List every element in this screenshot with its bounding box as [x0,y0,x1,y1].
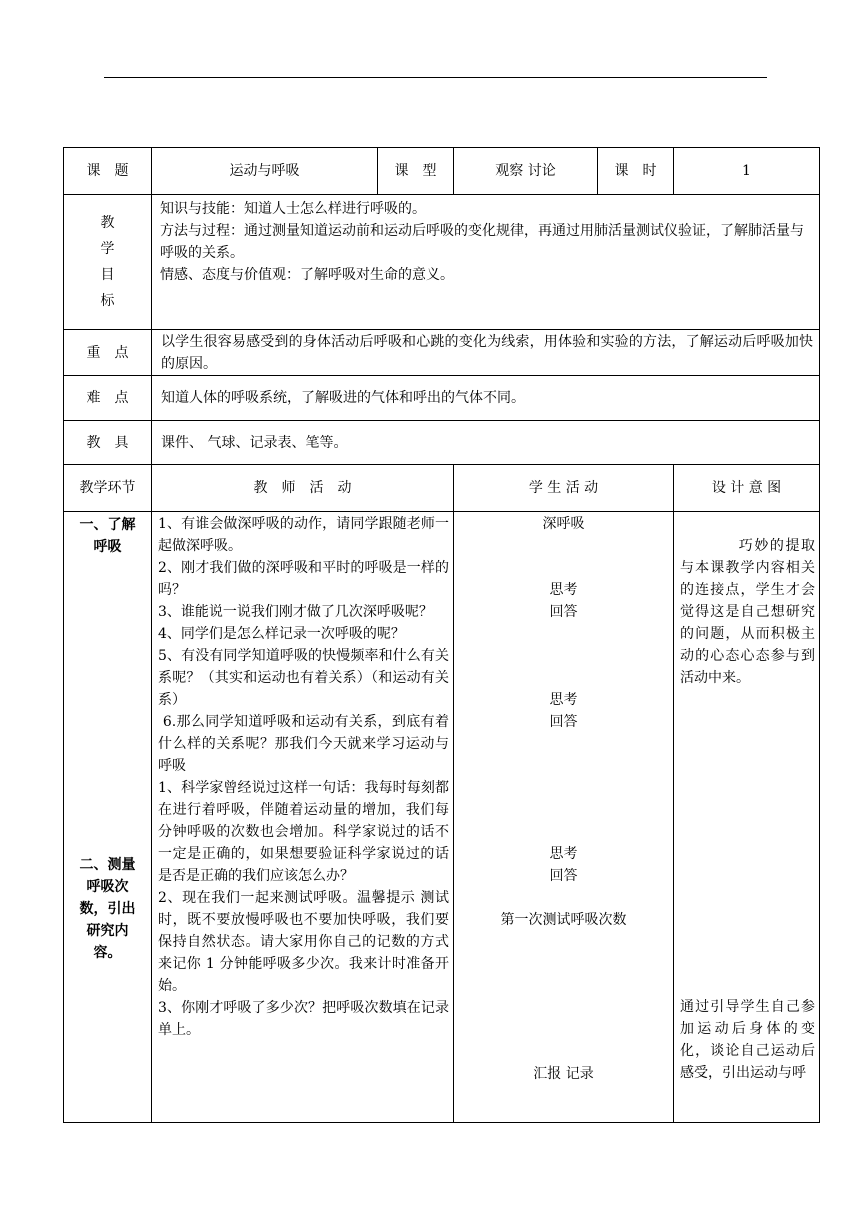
lesson-label: 课 题 [64,148,152,195]
teacher-step: 2、刚才我们做的深呼吸和平时的呼吸是一样的吗？ [158,560,449,598]
columns-header-row [64,465,820,512]
teacher-step: 1、有谁会做深呼吸的动作，请同学跟随老师一起做深呼吸。 [158,516,449,554]
student-activity: 回答 [549,868,578,884]
col-teacher: 教 师 活 动 [152,465,454,512]
objective-attitude: 情感、态度与价值观：了解呼吸对生命的意义。 [160,267,454,283]
student-activity: 第一次测试呼吸次数 [500,912,627,928]
student-activity: 思考 [549,582,578,598]
header-row [64,148,820,195]
key-points-label: 重 点 [64,330,152,376]
objective-method: 方法与过程：通过测量知道运动前和运动后呼吸的变化规律，再通过用肺活量测试仪验证，了解肺活量与呼吸的关系。 [160,223,804,261]
student-activities [454,512,674,1123]
teacher-step: 5、有没有同学知道呼吸的快慢频率和什么有关系呢？（其实和运动也有着关系）（和运动有关系） [158,648,449,708]
materials-row [64,421,820,465]
hours-label: 课 时 [598,148,674,195]
type-label: 课 型 [378,148,454,195]
student-activity: 汇报 记录 [533,1066,594,1082]
student-activity: 深呼吸 [542,516,585,532]
student-activity: 回答 [549,604,578,620]
col-design: 设 计 意 图 [674,465,820,512]
type-value: 观察 讨论 [454,148,598,195]
materials-text: 课件、 气球、记录表、笔等。 [152,421,820,465]
student-activity: 思考 [549,692,578,708]
key-points-text: 以学生很容易感受到的身体活动后呼吸和心跳的变化为线索，用体验和实验的方法，了解运动后呼吸加快的原因。 [152,330,820,376]
teacher-step: 4、同学们是怎么样记录一次呼吸的呢？ [158,626,405,642]
difficulties-row [64,376,820,421]
lesson-title: 运动与呼吸 [152,148,378,195]
activities-row [64,512,820,1123]
teacher-step: 3、谁能说一说我们刚才做了几次深呼吸呢？ [158,604,433,620]
objectives-content [152,195,820,330]
difficulties-label: 难 点 [64,376,152,421]
design-intent: 通过引导学生自己参加运动后身体的变化，谈论自己运动后感受，引出运动与呼 [680,999,815,1081]
teacher-step: 1、科学家曾经说过这样一句话：我每时每刻都在进行着呼吸，伴随着运动量的增加，我们每分钟呼吸的次数也会增加。科学家说过的话不一定是正确的，如果想要验证科学家说过的话是否是正确的我们应该怎么办？ [158,780,449,884]
teacher-step: 2、现在我们一起来测试呼吸。温馨提示 测试时，既不要放慢呼吸也不要加快呼吸，我们要保持自然状态。请大家用你自己的记数的方式来记你 1 分钟能呼吸多少次。我来计时准备开始。 [158,890,449,994]
objective-knowledge: 知识与技能：知道人士怎么样进行呼吸的。 [160,201,426,217]
teacher-step: 3、你刚才呼吸了多少次？把呼吸次数填在记录单上。 [158,1000,449,1038]
objectives-row [64,195,820,330]
hours-value: 1 [674,148,820,195]
difficulties-text: 知道人体的呼吸系统，了解吸进的气体和呼出的气体不同。 [152,376,820,421]
header-rule [104,77,767,78]
student-activity: 思考 [549,846,578,862]
design-intent: 巧妙的提取与本课教学内容相关的连接点，学生才会觉得这是自己想研究的问题，从而积极主动的心态心态参与到活动中来。 [680,538,815,686]
section-2-title: 二、测量 呼吸次 数，引出 研究内 容。 [79,857,136,961]
teacher-activities [152,512,454,1123]
stage-cell [64,512,152,1123]
teacher-step: 6.那么同学知道呼吸和运动有关系，到底有着什么样的关系呢？那我们今天就来学习运动与呼吸 [158,714,449,774]
materials-label: 教 具 [64,421,152,465]
design-intents [674,512,820,1123]
col-stage: 教学环节 [64,465,152,512]
lesson-plan-table [63,147,820,1123]
objectives-label: 教 学 目 标 [64,195,152,330]
key-points-row [64,330,820,376]
student-activity: 回答 [549,714,578,730]
col-student: 学 生 活 动 [454,465,674,512]
section-1-title: 一、了解 呼吸 [79,517,136,555]
